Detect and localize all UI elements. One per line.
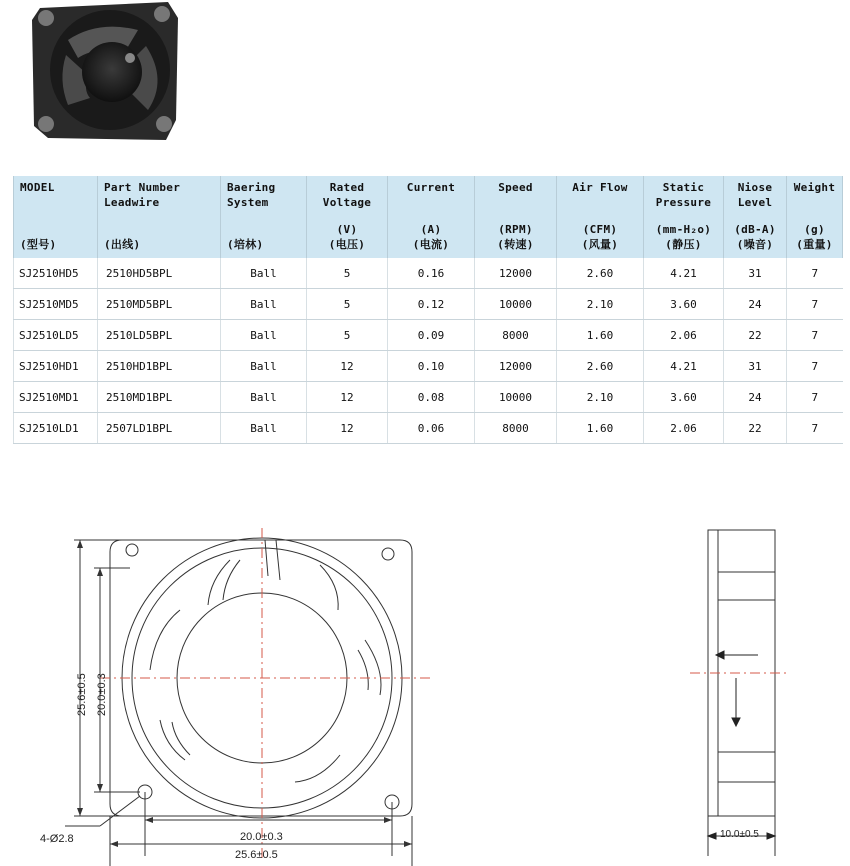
column-header: MODEL (型号) bbox=[14, 176, 98, 258]
table-cell: 2.60 bbox=[557, 258, 644, 289]
table-cell: 24 bbox=[724, 382, 787, 413]
table-cell: 0.16 bbox=[388, 258, 475, 289]
table-cell: 0.09 bbox=[388, 320, 475, 351]
table-cell: 0.08 bbox=[388, 382, 475, 413]
column-header: Weight (g) (重量) bbox=[787, 176, 843, 258]
table-cell: 12000 bbox=[475, 258, 557, 289]
dim-thickness: 10.0±0.5 bbox=[720, 829, 759, 840]
table-cell: 7 bbox=[787, 382, 843, 413]
table-cell: 2510MD1BPL bbox=[98, 382, 221, 413]
table-cell: SJ2510HD5 bbox=[14, 258, 98, 289]
mount-hole-tr bbox=[382, 548, 394, 560]
table-cell: 7 bbox=[787, 258, 843, 289]
table-cell: 22 bbox=[724, 320, 787, 351]
table-cell: 31 bbox=[724, 258, 787, 289]
table-cell: SJ2510HD1 bbox=[14, 351, 98, 382]
column-header: Current (A) (电流) bbox=[388, 176, 475, 258]
table-cell: 31 bbox=[724, 351, 787, 382]
table-cell: 12 bbox=[307, 382, 388, 413]
table-cell: 0.10 bbox=[388, 351, 475, 382]
table-cell: 0.12 bbox=[388, 289, 475, 320]
spec-table bbox=[13, 176, 842, 444]
table-cell: 12000 bbox=[475, 351, 557, 382]
table-cell: 3.60 bbox=[644, 382, 724, 413]
table-cell: 4.21 bbox=[644, 351, 724, 382]
table-cell: 22 bbox=[724, 413, 787, 444]
fan-side-view-drawing bbox=[680, 520, 810, 866]
column-header: Static Pressure (mm-H₂o) (静压) bbox=[644, 176, 724, 258]
table-cell: 1.60 bbox=[557, 320, 644, 351]
table-cell: 5 bbox=[307, 320, 388, 351]
table-cell: 7 bbox=[787, 320, 843, 351]
table-cell: 2.10 bbox=[557, 382, 644, 413]
table-cell: Ball bbox=[221, 382, 307, 413]
table-cell: 24 bbox=[724, 289, 787, 320]
column-header: Rated Voltage (V) (电压) bbox=[307, 176, 388, 258]
table-cell: 5 bbox=[307, 289, 388, 320]
table-row bbox=[14, 258, 843, 289]
table-cell: 2.10 bbox=[557, 289, 644, 320]
table-cell: 7 bbox=[787, 413, 843, 444]
table-cell: 3.60 bbox=[644, 289, 724, 320]
table-cell: 2510LD5BPL bbox=[98, 320, 221, 351]
table-row bbox=[14, 351, 843, 382]
column-header: Niose Level (dB-A) (噪音) bbox=[724, 176, 787, 258]
table-row bbox=[14, 413, 843, 444]
column-header: Baering System (培林) bbox=[221, 176, 307, 258]
table-cell: 2507LD1BPL bbox=[98, 413, 221, 444]
table-row bbox=[14, 382, 843, 413]
column-header: Part Number Leadwire (出线) bbox=[98, 176, 221, 258]
fan-photo bbox=[28, 0, 180, 142]
table-cell: 7 bbox=[787, 351, 843, 382]
table-cell: 0.06 bbox=[388, 413, 475, 444]
table-cell: SJ2510MD1 bbox=[14, 382, 98, 413]
table-header-row bbox=[14, 176, 843, 258]
table-cell: SJ2510LD5 bbox=[14, 320, 98, 351]
table-cell: 2.06 bbox=[644, 320, 724, 351]
table-cell: Ball bbox=[221, 289, 307, 320]
table-cell: 2.06 bbox=[644, 413, 724, 444]
dim-outer-vertical: 25.6±0.5 bbox=[76, 673, 88, 716]
table-cell: SJ2510MD5 bbox=[14, 289, 98, 320]
table-row bbox=[14, 320, 843, 351]
table-cell: 4.21 bbox=[644, 258, 724, 289]
table-cell: 12 bbox=[307, 413, 388, 444]
dim-inner-vertical: 20.0±0.3 bbox=[96, 673, 108, 716]
table-cell: 2510HD5BPL bbox=[98, 258, 221, 289]
table-cell: 8000 bbox=[475, 320, 557, 351]
table-cell: 5 bbox=[307, 258, 388, 289]
dim-inner-horizontal: 20.0±0.3 bbox=[240, 831, 283, 843]
table-cell: 2510MD5BPL bbox=[98, 289, 221, 320]
table-cell: 10000 bbox=[475, 289, 557, 320]
dim-outer-horizontal: 25.6±0.5 bbox=[235, 849, 278, 861]
mount-hole-tl bbox=[126, 544, 138, 556]
table-cell: Ball bbox=[221, 351, 307, 382]
column-header: Air Flow (CFM) (风量) bbox=[557, 176, 644, 258]
table-cell: 10000 bbox=[475, 382, 557, 413]
table-cell: 12 bbox=[307, 351, 388, 382]
table-cell: SJ2510LD1 bbox=[14, 413, 98, 444]
table-row bbox=[14, 289, 843, 320]
column-header: Speed (RPM) (转速) bbox=[475, 176, 557, 258]
table-cell: Ball bbox=[221, 320, 307, 351]
table-cell: Ball bbox=[221, 413, 307, 444]
table-cell: 7 bbox=[787, 289, 843, 320]
hole-diameter-label: 4-Ø2.8 bbox=[40, 833, 74, 845]
table-cell: 2.60 bbox=[557, 351, 644, 382]
table-cell: 8000 bbox=[475, 413, 557, 444]
fan-front-view-drawing bbox=[40, 520, 440, 866]
table-cell: 2510HD1BPL bbox=[98, 351, 221, 382]
table-cell: 1.60 bbox=[557, 413, 644, 444]
table-cell: Ball bbox=[221, 258, 307, 289]
